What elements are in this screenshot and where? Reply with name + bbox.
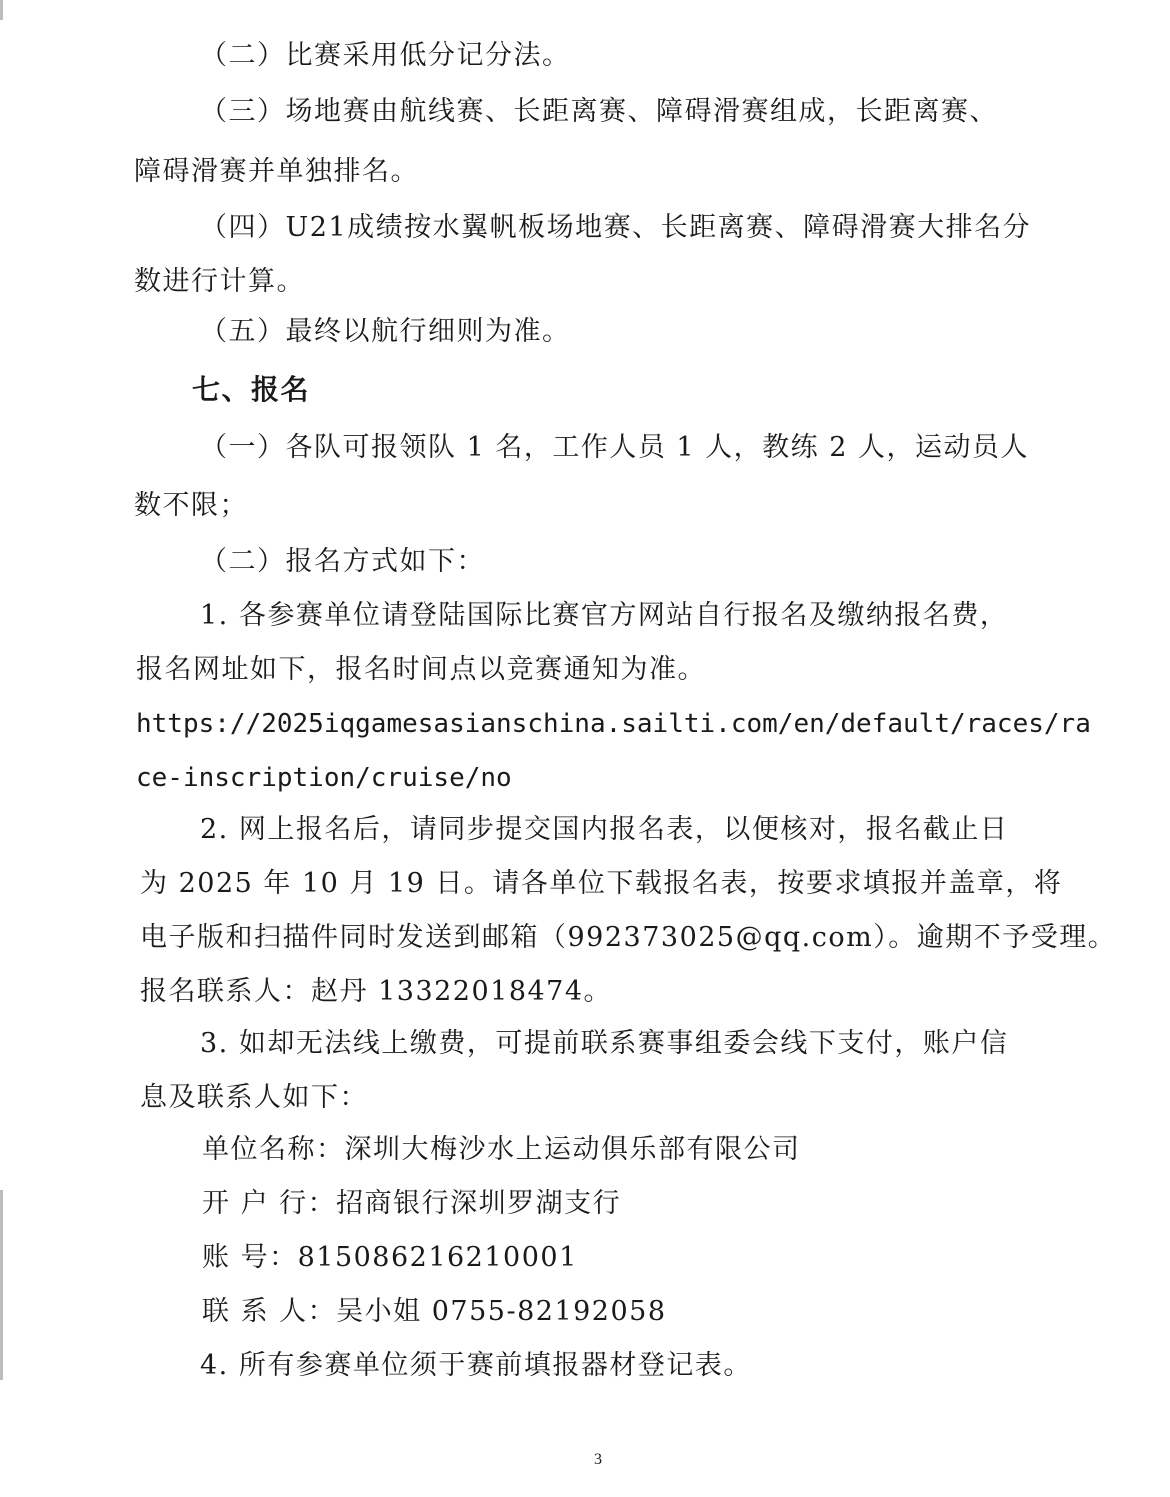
text-line: 开 户 行：招商银行深圳罗湖支行 (202, 1188, 622, 1219)
text-line: 息及联系人如下： (140, 1082, 368, 1113)
url-text-line: ce-inscription/cruise/no (136, 763, 512, 793)
text-line: （二）比赛采用低分记分法。 (200, 40, 571, 71)
text-line: 电子版和扫描件同时发送到邮箱（992373025@qq.com）。逾期不予受理。 (140, 922, 1117, 953)
url-text-line: https://2025iqgamesasianschina.sailti.com/en/default/races/ra (136, 709, 1091, 739)
page-number: 3 (594, 1451, 602, 1468)
text-line: 单位名称：深圳大梅沙水上运动俱乐部有限公司 (202, 1134, 801, 1165)
text-line: 3. 如却无法线上缴费，可提前联系赛事组委会线下支付，账户信 (200, 1028, 1009, 1059)
scan-edge-mark (0, 0, 3, 20)
text-line: 报名网址如下，报名时间点以竞赛通知为准。 (136, 654, 706, 685)
text-line: （四）U21成绩按水翼帆板场地赛、长距离赛、障碍滑赛大排名分 (200, 212, 1032, 243)
text-line: 1. 各参赛单位请登陆国际比赛官方网站自行报名及缴纳报名费， (200, 600, 1009, 631)
text-line: （五）最终以航行细则为准。 (200, 316, 571, 347)
text-line: 4. 所有参赛单位须于赛前填报器材登记表。 (200, 1350, 752, 1381)
text-line: 数不限； (134, 490, 248, 521)
text-line: 2. 网上报名后，请同步提交国内报名表，以便核对，报名截止日 (200, 814, 1009, 845)
text-line: （三）场地赛由航线赛、长距离赛、障碍滑赛组成，长距离赛、 (200, 96, 998, 127)
text-line: （一）各队可报领队 1 名，工作人员 1 人，教练 2 人，运动员人 (200, 432, 1030, 463)
text-line: 障碍滑赛并单独排名。 (134, 156, 419, 187)
text-line: 数进行计算。 (134, 266, 305, 297)
text-line: 报名联系人：赵丹 13322018474。 (140, 976, 613, 1007)
section-heading: 七、报名 (192, 373, 311, 406)
scan-edge-mark (0, 1190, 3, 1380)
text-line: （二）报名方式如下： (200, 546, 485, 577)
text-line: 账 号：815086216210001 (202, 1242, 578, 1273)
text-line: 联 系 人：吴小姐 0755-82192058 (202, 1296, 667, 1327)
text-line: 为 2025 年 10 月 19 日。请各单位下载报名表，按要求填报并盖章，将 (140, 868, 1063, 899)
